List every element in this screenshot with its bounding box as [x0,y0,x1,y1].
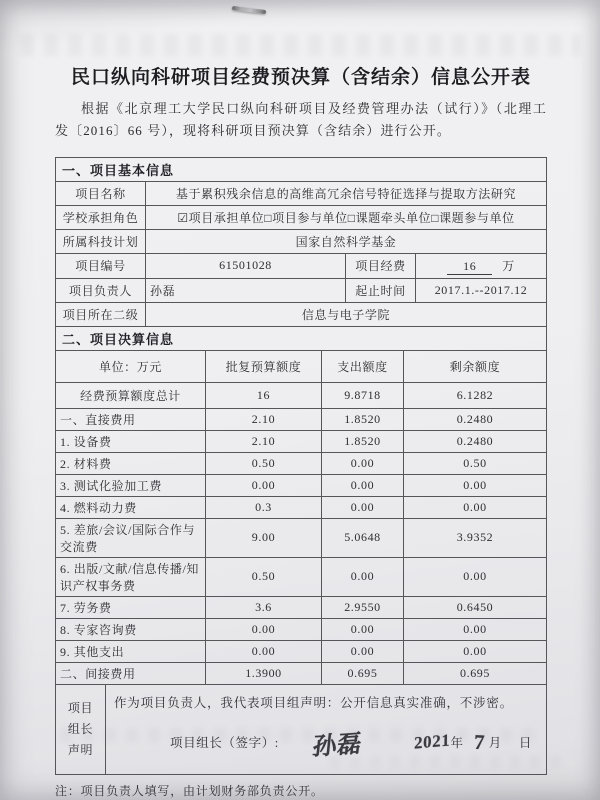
budget-row [56,474,547,496]
budget-label-cell: 4. 燃料动力费 [56,496,206,518]
budget-approved-cell: 0.50 [206,452,322,474]
budget-label-cell: 一、直接费用 [56,408,206,430]
budget-spent-cell: 0.00 [322,452,404,474]
budget-spent-cell: 1.8520 [322,430,404,452]
budget-remaining-cell: 0.6450 [404,596,547,618]
footnote: 注：项目负责人填写，由计划财务部负责公开。 [55,783,324,798]
project-name-label: 项目名称 [56,181,146,205]
budget-remaining-cell: 0.00 [404,640,547,662]
budget-spent-cell: 9.8718 [322,382,404,408]
budget-approved-cell: 0.3 [206,496,322,518]
row-school-role [56,205,547,229]
budget-label-cell: 二、间接费用 [56,662,206,684]
department-label: 项目所在二级 [56,302,146,326]
budget-label-cell: 5. 差旅/会议/国际合作与交流费 [56,518,206,557]
budget-row [56,382,547,408]
declaration-table [55,684,547,775]
budget-label-cell: 6. 出版/文献/信息传播/知识产权事务费 [56,557,206,596]
handwritten-year: 2021 [413,730,451,753]
budget-row [56,496,547,518]
who-line: 声明 [67,742,94,757]
row-project-leader [56,278,547,302]
budget-spent-cell: 0.00 [322,496,404,518]
funds-unit: 万 [502,258,515,273]
budget-approved-cell: 0.00 [206,474,322,496]
budget-row [56,662,547,684]
budget-spent-cell: 0.00 [322,557,404,596]
budget-label-cell: 2. 材料费 [56,452,206,474]
col-header-approved: 批复预算额度 [206,350,322,382]
budget-approved-cell: 16 [206,382,322,408]
budget-label-cell: 7. 劳务费 [56,596,206,618]
page-title: 民口纵向科研项目经费预决算（含结余）信息公开表 [70,67,531,88]
section-header-basic-info [56,157,547,181]
who-line: 组长 [67,721,94,736]
section-title: 一、项目基本信息 [56,157,547,181]
period-label: 起止时间 [346,278,416,302]
budget-spent-cell: 0.695 [322,662,404,684]
budget-row [56,452,547,474]
declaration-row [56,684,547,774]
checkbox-icon: □ [264,210,273,225]
budget-remaining-cell: 0.00 [404,474,547,496]
budget-label-cell: 1. 设备费 [56,430,206,452]
budget-remaining-cell: 0.2480 [404,430,547,452]
year-suffix: 年 [450,736,464,751]
declaration-statement: 作为项目负责人，我代表项目组声明：公开信息真实准确，不涉密。 [114,695,514,710]
budget-approved-cell: 2.10 [206,408,322,430]
budget-remaining-cell: 0.695 [404,662,547,684]
period-value: 2017.1.--2017.12 [416,278,547,302]
school-role-label: 学校承担角色 [56,205,146,229]
budget-approved-cell: 0.00 [206,618,322,640]
budget-label-cell: 9. 其他支出 [56,640,206,662]
col-header-remaining: 剩余额度 [404,350,547,382]
handwritten-signature: 孙磊 [311,730,364,761]
budget-approved-cell: 2.10 [206,430,322,452]
col-header-spent: 支出额度 [322,350,404,382]
handwritten-month: 7 [472,729,486,754]
declaration-body [106,684,547,774]
budget-spent-cell: 1.8520 [322,408,404,430]
budget-table [55,350,547,685]
day-suffix: 日 [518,736,532,751]
budget-remaining-cell: 0.50 [404,452,547,474]
science-plan-value: 国家自然科学基金 [146,229,547,253]
project-number-value: 61501028 [146,253,346,278]
sign-label: 项目组长（签字）: [170,736,279,751]
row-science-plan [56,229,547,253]
declaration-who-label [56,684,106,774]
budget-row [56,596,547,618]
budget-remaining-cell: 6.1282 [404,382,547,408]
budget-row [56,408,547,430]
budget-label-cell: 8. 专家咨询费 [56,618,206,640]
role-option-label: 课题参与单位 [439,210,515,225]
section-title: 二、项目决算信息 [56,326,547,350]
budget-remaining-cell: 0.00 [404,557,547,596]
project-leader-label: 项目负责人 [56,278,146,302]
row-project-name [56,181,547,205]
who-line: 项目 [67,700,94,715]
role-option-label: 项目参与单位 [272,210,348,225]
project-number-label: 项目编号 [56,253,146,278]
science-plan-label: 所属科技计划 [56,229,146,253]
project-leader-value: 孙磊 [146,278,346,302]
department-value: 信息与电子学院 [146,302,547,326]
budget-approved-cell: 1.3900 [206,662,322,684]
budget-approved-cell: 9.00 [206,518,322,557]
checkbox-checked-icon: ☑ [177,210,189,225]
signature-row [106,713,546,774]
budget-spent-cell: 0.00 [322,640,404,662]
budget-remaining-cell: 0.2480 [404,408,547,430]
role-option-label: 课题牵头单位 [355,210,432,225]
intro-paragraph: 根据《北京理工大学民口纵向科研项目及经费管理办法（试行）》（北理工发〔2016〕66 号），现将科研项目预决算（含结余）进行公开。 [55,101,547,139]
budget-row [56,557,547,596]
budget-row [56,430,547,452]
budget-remaining-cell: 0.00 [404,618,547,640]
role-option-label: 项目承担单位 [188,210,265,225]
budget-approved-cell: 3.6 [206,596,322,618]
funds-amount: 16 [447,259,492,275]
budget-remaining-cell: 3.9352 [404,518,547,557]
project-funds-label: 项目经费 [346,253,416,278]
budget-spent-cell: 0.00 [322,474,404,496]
budget-label-cell: 3. 测试化验加工费 [56,474,206,496]
budget-remaining-cell: 0.00 [404,496,547,518]
budget-row [56,518,547,557]
budget-approved-cell: 0.00 [206,640,322,662]
budget-row [56,640,547,662]
budget-row [56,618,547,640]
budget-label-cell: 经费预算额度总计 [56,382,206,408]
checkbox-icon: □ [347,210,356,225]
form-content [55,0,547,799]
row-project-number [56,253,547,278]
unit-label: 单位：万元 [56,350,206,382]
basic-info-table [55,157,547,351]
project-name-value: 基于累积残余信息的高维高冗余信号特征选择与提取方法研究 [146,181,547,205]
budget-spent-cell: 0.00 [322,618,404,640]
budget-spent-cell: 2.9550 [322,596,404,618]
budget-spent-cell: 5.0648 [322,518,404,557]
checkbox-icon: □ [431,210,440,225]
budget-approved-cell: 0.50 [206,557,322,596]
month-suffix: 月 [488,736,502,751]
row-department [56,302,547,326]
school-role-value [146,205,547,229]
budget-header-row [56,350,547,382]
section-header-settlement-info [56,326,547,350]
project-funds-value [416,253,547,278]
